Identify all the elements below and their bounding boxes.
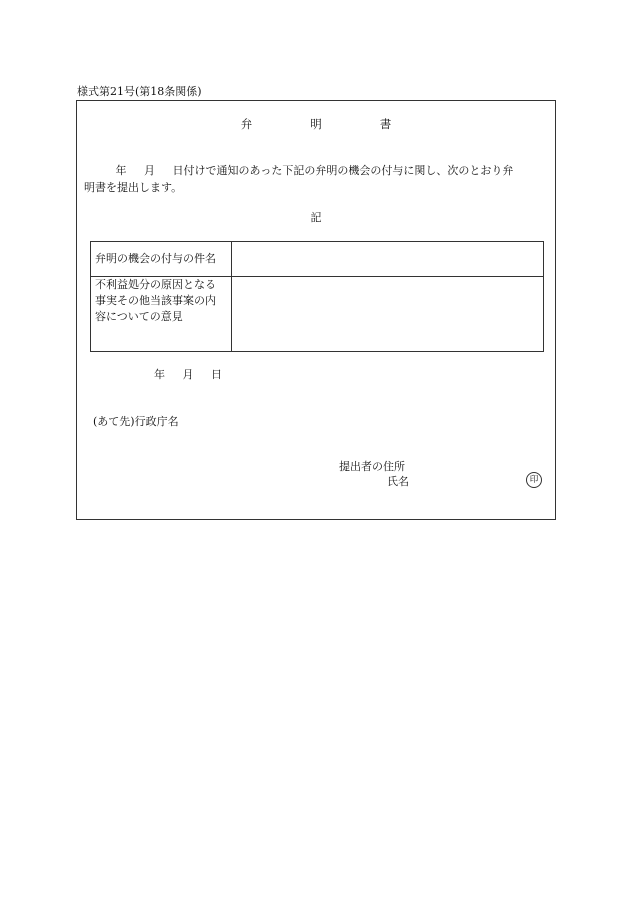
statement-form-frame	[76, 100, 556, 520]
opinion-label-line: 事実その他当該事案の内	[95, 294, 216, 307]
details-table	[90, 241, 544, 352]
submitter-block	[339, 459, 409, 489]
intro-paragraph	[84, 162, 551, 196]
intro-line2-text: 明書を提出します。	[84, 181, 183, 194]
intro-month-label: 月	[143, 164, 155, 177]
intro-year-label: 年	[115, 164, 127, 177]
ki-heading: 記	[310, 211, 322, 224]
opinion-value	[232, 277, 544, 352]
opinion-label-line: 容についての意見	[95, 310, 183, 323]
title-char: 弁	[240, 117, 253, 131]
document-title	[77, 118, 555, 132]
date-year-label: 年	[154, 368, 165, 381]
addressee: (あて先)行政庁名	[93, 415, 179, 428]
subject-value	[232, 242, 544, 277]
submission-date	[154, 368, 222, 381]
table-row	[91, 277, 544, 352]
date-day-label: 日	[210, 368, 222, 381]
submitter-name-label: 氏名	[387, 475, 409, 488]
opinion-label-line: 不利益処分の原因となる	[95, 278, 216, 291]
submitter-address-label: 提出者の住所	[339, 460, 405, 473]
title-char: 明	[310, 117, 322, 131]
opinion-label	[91, 277, 232, 352]
table-row	[91, 242, 544, 277]
title-char: 書	[379, 117, 392, 131]
subject-label: 弁明の機会の付与の件名	[91, 242, 232, 277]
seal-icon: 印	[526, 472, 542, 488]
intro-line1-text: 日付けで通知のあった下記の弁明の機会の付与に関し、次のとおり弁	[172, 164, 514, 177]
date-month-label: 月	[182, 368, 194, 381]
form-number: 様式第21号(第18条関係)	[77, 85, 202, 98]
